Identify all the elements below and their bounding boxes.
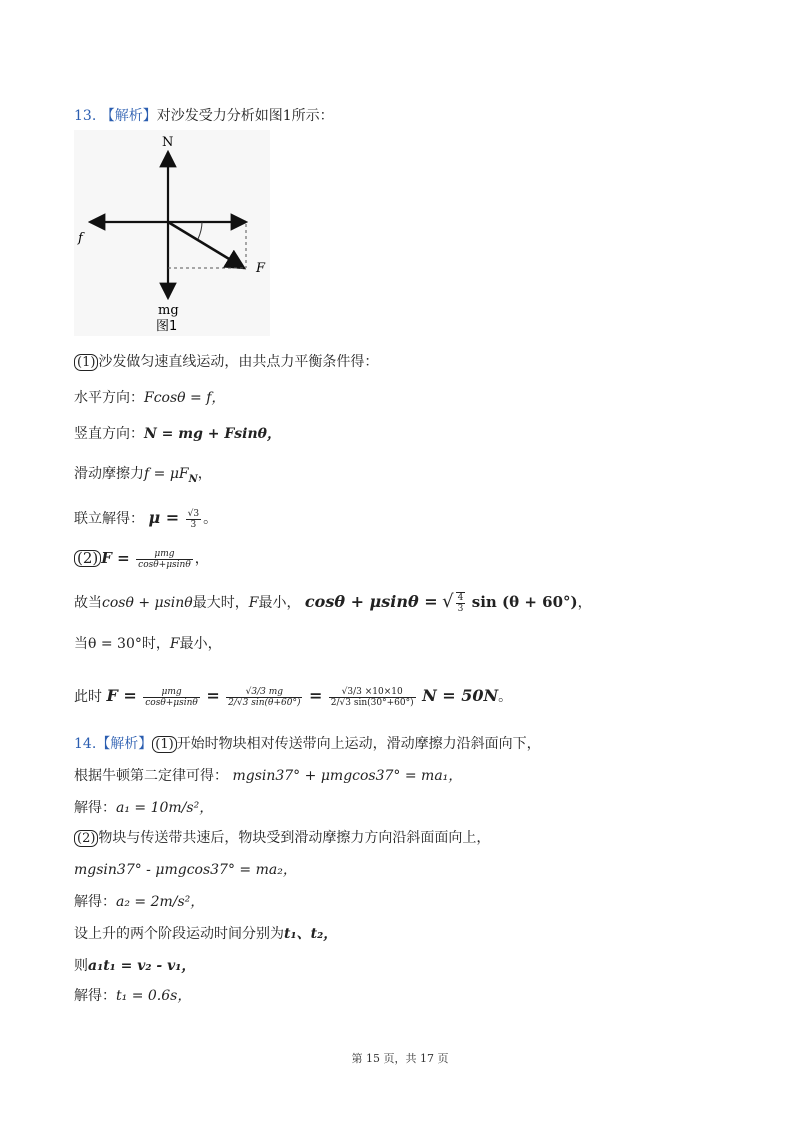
final-f2-num: √3/3 mg: [226, 687, 302, 698]
final-prefix: 此时: [74, 689, 102, 705]
final-end: 。: [498, 689, 513, 705]
max-expr: cosθ + μsinθ: [102, 595, 193, 611]
part2-den: cosθ+μsinθ: [138, 559, 191, 570]
final-f3-num: √3/3 ×10×10: [329, 687, 416, 698]
max-end: ，: [577, 595, 592, 611]
q13-friction: [74, 464, 212, 490]
final-fraction-2: [226, 687, 302, 708]
q14-heading: [74, 734, 541, 754]
q14-line3-label: 解得：: [74, 800, 116, 816]
q13-when: [74, 634, 222, 654]
q13-final: [74, 676, 512, 717]
max-eq: cosθ + μsinθ =: [304, 592, 438, 611]
q14-line6-label: 解得：: [74, 894, 116, 910]
q14-line4: [74, 828, 490, 848]
final-lhs: F =: [106, 686, 137, 705]
angle-arc: [198, 222, 202, 239]
q13-solve: [74, 505, 217, 532]
q13-tag: 【解析】: [100, 108, 157, 124]
q14-line8-eq: a₁t₁ = v₂ - v₁，: [88, 958, 196, 974]
max-text-b: 最大时，: [192, 595, 249, 611]
mu-lhs: μ =: [148, 508, 180, 527]
final-eq2: =: [308, 686, 323, 705]
q13-heading: [74, 106, 334, 126]
q13-max: [74, 588, 592, 617]
q13-vertical: [74, 424, 281, 444]
q14-part1-label: (1): [152, 736, 176, 753]
when-end: 最小，: [179, 636, 222, 652]
q14-line9: [74, 986, 191, 1006]
max-sqrt-den: 3: [457, 604, 464, 614]
sqrt-sign: √: [442, 591, 454, 612]
label-F: F: [256, 261, 266, 276]
q14-line5-eq: mgsin37° - μmgcos37° = ma₂，: [74, 862, 297, 878]
max-F: F: [248, 595, 259, 611]
q13-part2-label: (2): [74, 550, 101, 567]
q14-part2-label: (2): [74, 830, 98, 847]
max-sqrt-fraction: [456, 592, 466, 614]
final-fraction-3: [329, 687, 416, 708]
max-sqrt-num: 4: [457, 593, 464, 603]
when-text: 当θ = 30°时，: [74, 636, 170, 652]
max-text-c: 最小，: [258, 595, 301, 611]
q13-horizontal: [74, 388, 225, 408]
friction-end: ，: [197, 466, 212, 482]
friction-sub: N: [188, 473, 198, 485]
final-f1-num: μmg: [143, 687, 200, 698]
arrow-F: [168, 222, 244, 268]
mu-num: √3: [187, 508, 200, 519]
final-f1-den: cosθ+μsinθ: [145, 697, 198, 708]
q13-number: 13.: [74, 108, 97, 124]
final-fraction-1: [143, 687, 200, 708]
q14-line1: 开始时物块相对传送带向上运动，滑动摩擦力沿斜面向下，: [176, 736, 541, 752]
mu-fraction: [186, 509, 201, 530]
q14-line9-eq: t₁ = 0.6s，: [116, 988, 192, 1004]
q14-line8: [74, 956, 195, 976]
page-footer: 第 15 页，共 17 页: [351, 1052, 449, 1065]
final-f2-den: 2/√3 sin(θ+60°): [228, 697, 301, 708]
q14-line2-text: 根据牛顿第二定律可得：: [74, 768, 228, 784]
q13-part1-label: (1): [74, 354, 98, 371]
vertical-eq: N = mg + Fsinθ，: [144, 426, 282, 442]
final-eq1: =: [206, 686, 220, 705]
part2-num: μmg: [136, 549, 193, 560]
q14-number: 14.: [74, 736, 97, 752]
q14-line7: [74, 924, 337, 944]
q14-line3-eq: a₁ = 10m/s²，: [116, 800, 214, 816]
figure-caption: 图1: [156, 319, 178, 334]
vertical-label: 竖直方向：: [74, 426, 144, 442]
force-diagram: [74, 130, 270, 336]
q13-part1: [74, 352, 378, 372]
force-diagram-svg: [74, 130, 270, 336]
final-result: N = 50N: [422, 686, 499, 705]
q14-line3: [74, 798, 213, 818]
q14-line6-eq: a₂ = 2m/s²，: [116, 894, 205, 910]
q14-line6: [74, 892, 204, 912]
mu-end: 。: [203, 511, 218, 527]
q14-line2-eq: mgsin37° + μmgcos37° = ma₁，: [232, 768, 463, 784]
solve-label: 联立解得：: [74, 511, 144, 527]
q13-part1-text: 沙发做匀速直线运动，由共点力平衡条件得：: [98, 354, 379, 370]
part2-lhs: F =: [101, 549, 130, 567]
q14-line4-text: 物块与传送带共速后，物块受到滑动摩擦力方向沿斜面面向上，: [98, 830, 491, 846]
q14-tag: 【解析】: [96, 736, 153, 752]
q14-line7-text: 设上升的两个阶段运动时间分别为: [74, 926, 284, 942]
q13-intro: 对沙发受力分析如图1所示：: [156, 108, 334, 124]
label-N: N: [162, 135, 174, 150]
mu-den: 3: [190, 519, 197, 530]
q14-line7-eq: t₁、t₂，: [284, 926, 338, 942]
max-text-a: 故当: [74, 595, 102, 611]
part2-fraction: [136, 549, 193, 570]
label-f: f: [78, 231, 83, 246]
final-f3-den: 2/√3 sin(30°+60°): [330, 697, 414, 708]
friction-eq: f = μF: [144, 466, 189, 482]
horizontal-eq: Fcosθ = f，: [144, 390, 226, 406]
max-sin: sin (θ + 60°): [471, 593, 578, 611]
label-mg: mg: [158, 303, 179, 318]
horizontal-label: 水平方向：: [74, 390, 144, 406]
q14-line2: [74, 766, 462, 786]
friction-label: 滑动摩擦力: [74, 466, 144, 482]
q14-line8-text: 则: [74, 958, 88, 974]
when-F: F: [169, 636, 180, 652]
q14-line5: [74, 860, 297, 880]
q14-line9-label: 解得：: [74, 988, 116, 1004]
part2-end: ，: [194, 551, 209, 567]
q13-part2: [74, 545, 209, 572]
